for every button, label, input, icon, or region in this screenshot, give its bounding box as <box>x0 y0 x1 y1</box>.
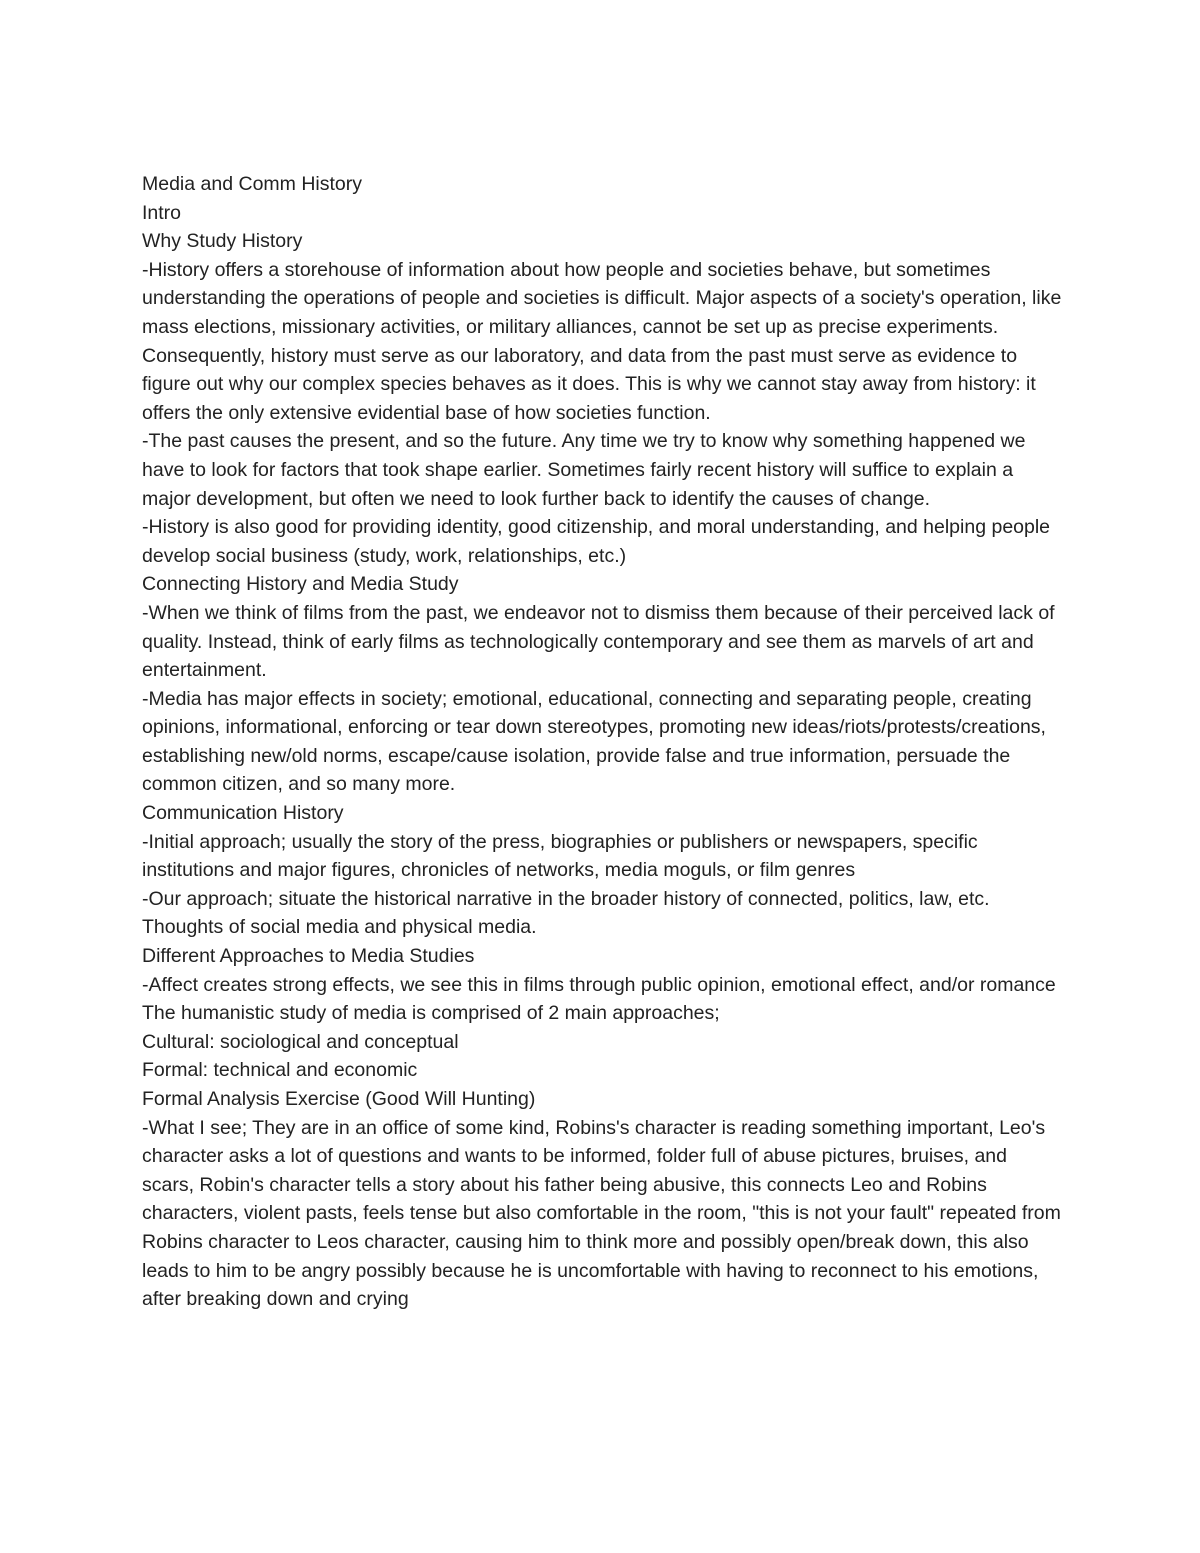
document-title: Media and Comm History <box>142 173 362 195</box>
paragraph-history-identity: -History is also good for providing identity, good citizenship, and moral understanding, and helping people develop social business (study, work, relationships, etc.) <box>142 516 1051 567</box>
section-heading-why-study-history: Why Study History <box>142 230 303 253</box>
paragraph-past-causes-present: -The past causes the present, and so the future. Any time we try to know why something happened we have to look for factors that took shape earlier. Sometimes fairly recent history will suffice to explain a major development, but often we need to look further back to identify the causes of change. <box>142 430 1026 510</box>
paragraph-films-from-past: -When we think of films from the past, we endeavor not to dismiss them because of their perceived lack of quality. Instead, think of early films as technologically contemporary and see them as marvels of art and entertainment. <box>142 601 1055 682</box>
paragraph-our-approach: -Our approach; situate the historical narrative in the broader history of connected, politics, law, etc. Thoughts of social media and physical media. <box>142 887 990 939</box>
paragraph-history-storehouse: -History offers a storehouse of information about how people and societies behave, but sometimes understanding the operations of people and societies is difficult. Major aspects of a society's operation, like mass elections, missionary activities, or military alliances, cannot be set up as precise experiments. Consequently, history must serve as our laboratory, and data from the past must serve as evidence to figure out why our complex species behaves as it does. This is why we cannot stay away from history: it offers the only extensive evidential base of how societies function. <box>142 258 1062 424</box>
paragraph-initial-approach: -Initial approach; usually the story of the press, biographies or publishers or newspapers, specific institutions and major figures, chronicles of networks, media moguls, or film genres <box>142 830 978 882</box>
list-item-formal: Formal: technical and economic <box>142 1059 418 1082</box>
section-heading-communication-history: Communication History <box>142 802 344 825</box>
paragraph-humanistic-study: The humanistic study of media is comprised of 2 main approaches; <box>142 1002 720 1025</box>
section-heading-formal-analysis: Formal Analysis Exercise (Good Will Hunting) <box>142 1088 536 1110</box>
section-heading-different-approaches: Different Approaches to Media Studies <box>142 945 475 968</box>
paragraph-media-effects: -Media has major effects in society; emotional, educational, connecting and separating people, creating opinions, informational, enforcing or tear down stereotypes, promoting new ideas/riots/protests/creations, establishing new/old norms, escape/cause isolation, provide false and true information, persuade the common citizen, and so many more. <box>142 687 1046 796</box>
section-heading-connecting-history-media: Connecting History and Media Study <box>142 573 459 596</box>
paragraph-affect-effects: -Affect creates strong effects, we see this in films through public opinion, emotional effect, and/or romance <box>142 973 1056 996</box>
paragraph-what-i-see: -What I see; They are in an office of some kind, Robins's character is reading something important, Leo's character asks a lot of questions and wants to be informed, folder full of abuse pictures, bruises, and scars, Robin's character tells a story about his father being abusive, this connects Leo and Robins characters, violent pasts, feels tense but also comfortable in the room, "this is not your fault" repeated from Robins character to Leos character, causing him to think more and possibly open/break down, this also leads to him to be angry possibly because he is uncomfortable with having to reconnect to his emotions, after breaking down and crying <box>142 1116 1061 1311</box>
section-heading-intro: Intro <box>142 201 182 224</box>
list-item-cultural: Cultural: sociological and conceptual <box>142 1030 459 1053</box>
document-body <box>142 170 1062 1314</box>
